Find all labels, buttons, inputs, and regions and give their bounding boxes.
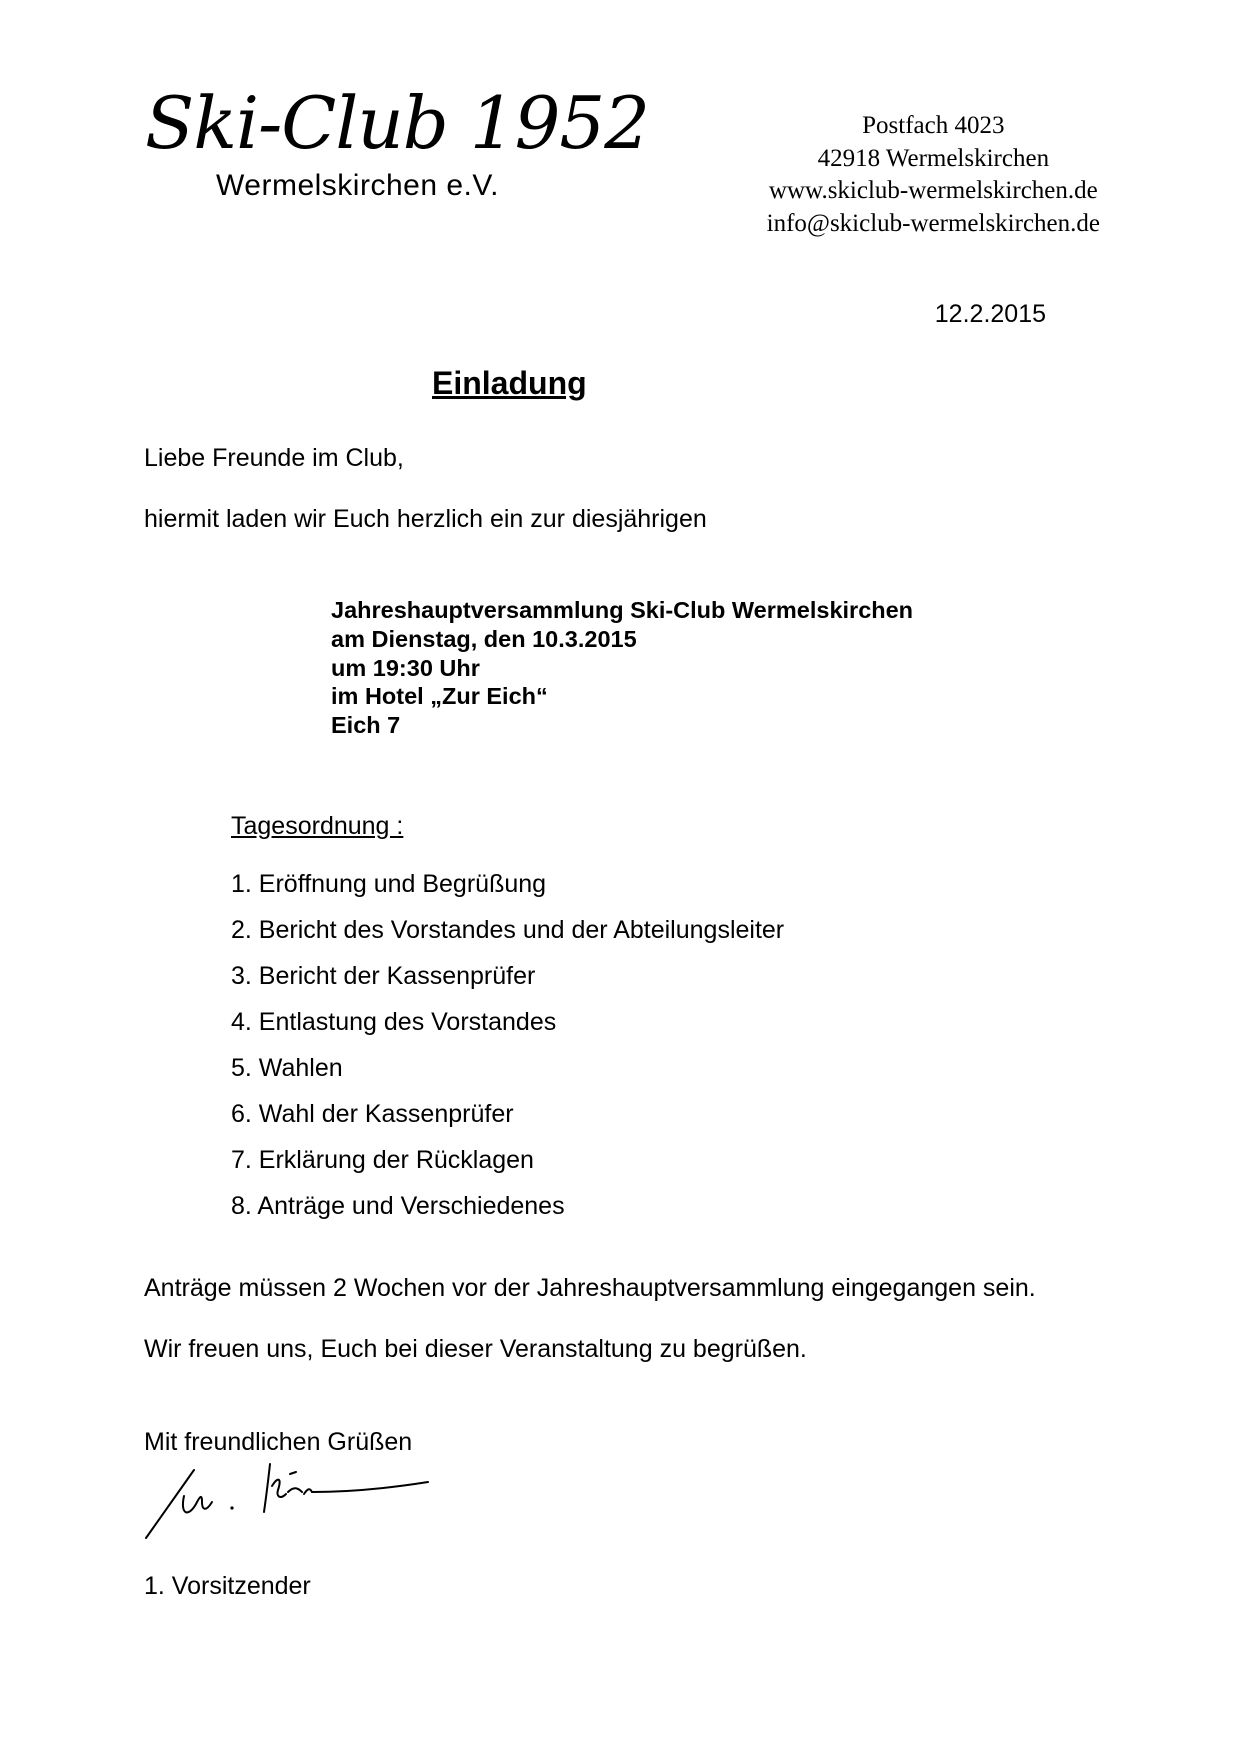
club-logo-name: Ski-Club 1952 <box>145 81 650 165</box>
agenda-heading: Tagesordnung : <box>231 812 404 840</box>
agenda-item: 1. Eröffnung und Begrüßung <box>231 870 547 898</box>
handwritten-signature-icon <box>140 1452 440 1542</box>
agenda-item: 5. Wahlen <box>231 1054 343 1082</box>
signer-role: 1. Vorsitzender <box>144 1572 311 1600</box>
agenda-item: 2. Bericht des Vorstandes und der Abteilungsleiter <box>231 916 785 944</box>
event-date: am Dienstag, den 10.3.2015 <box>331 625 637 652</box>
event-details <box>331 596 913 740</box>
agenda-item: 4. Entlastung des Vorstandes <box>231 1008 557 1036</box>
agenda-list <box>231 868 784 1236</box>
address-website: www.skiclub-wermelskirchen.de <box>768 177 1098 204</box>
greeting: Mit freundlichen Grüßen <box>144 1428 413 1456</box>
event-street: Eich 7 <box>331 712 401 739</box>
closing-line: Wir freuen uns, Euch bei dieser Veranstaltung zu begrüßen. <box>144 1335 807 1363</box>
agenda-item: 3. Bericht der Kassenprüfer <box>231 962 536 990</box>
deadline-note: Anträge müssen 2 Wochen vor der Jahreshauptversammlung eingegangen sein. <box>144 1274 1036 1302</box>
address-email: info@skiclub-wermelskirchen.de <box>766 209 1100 237</box>
letter-title: Einladung <box>432 365 587 401</box>
event-name: Jahreshauptversammlung Ski-Club Wermelskirchen <box>331 597 914 623</box>
letter-date: 12.2.2015 <box>934 300 1046 328</box>
event-time: um 19:30 Uhr <box>331 654 480 681</box>
salutation: Liebe Freunde im Club, <box>144 444 404 472</box>
agenda-item: 8. Anträge und Verschiedenes <box>231 1192 565 1220</box>
address-city: 42918 Wermelskirchen <box>817 144 1050 172</box>
address-postbox: Postfach 4023 <box>862 112 1005 139</box>
agenda-item: 7. Erklärung der Rücklagen <box>231 1146 534 1174</box>
sender-address <box>767 110 1100 240</box>
agenda-item: 6. Wahl der Kassenprüfer <box>231 1100 514 1128</box>
club-logo-subtitle: Wermelskirchen e.V. <box>216 169 499 202</box>
intro-text: hiermit laden wir Euch herzlich ein zur diesjährigen <box>144 505 707 533</box>
event-venue: im Hotel „Zur Eich“ <box>331 683 548 710</box>
